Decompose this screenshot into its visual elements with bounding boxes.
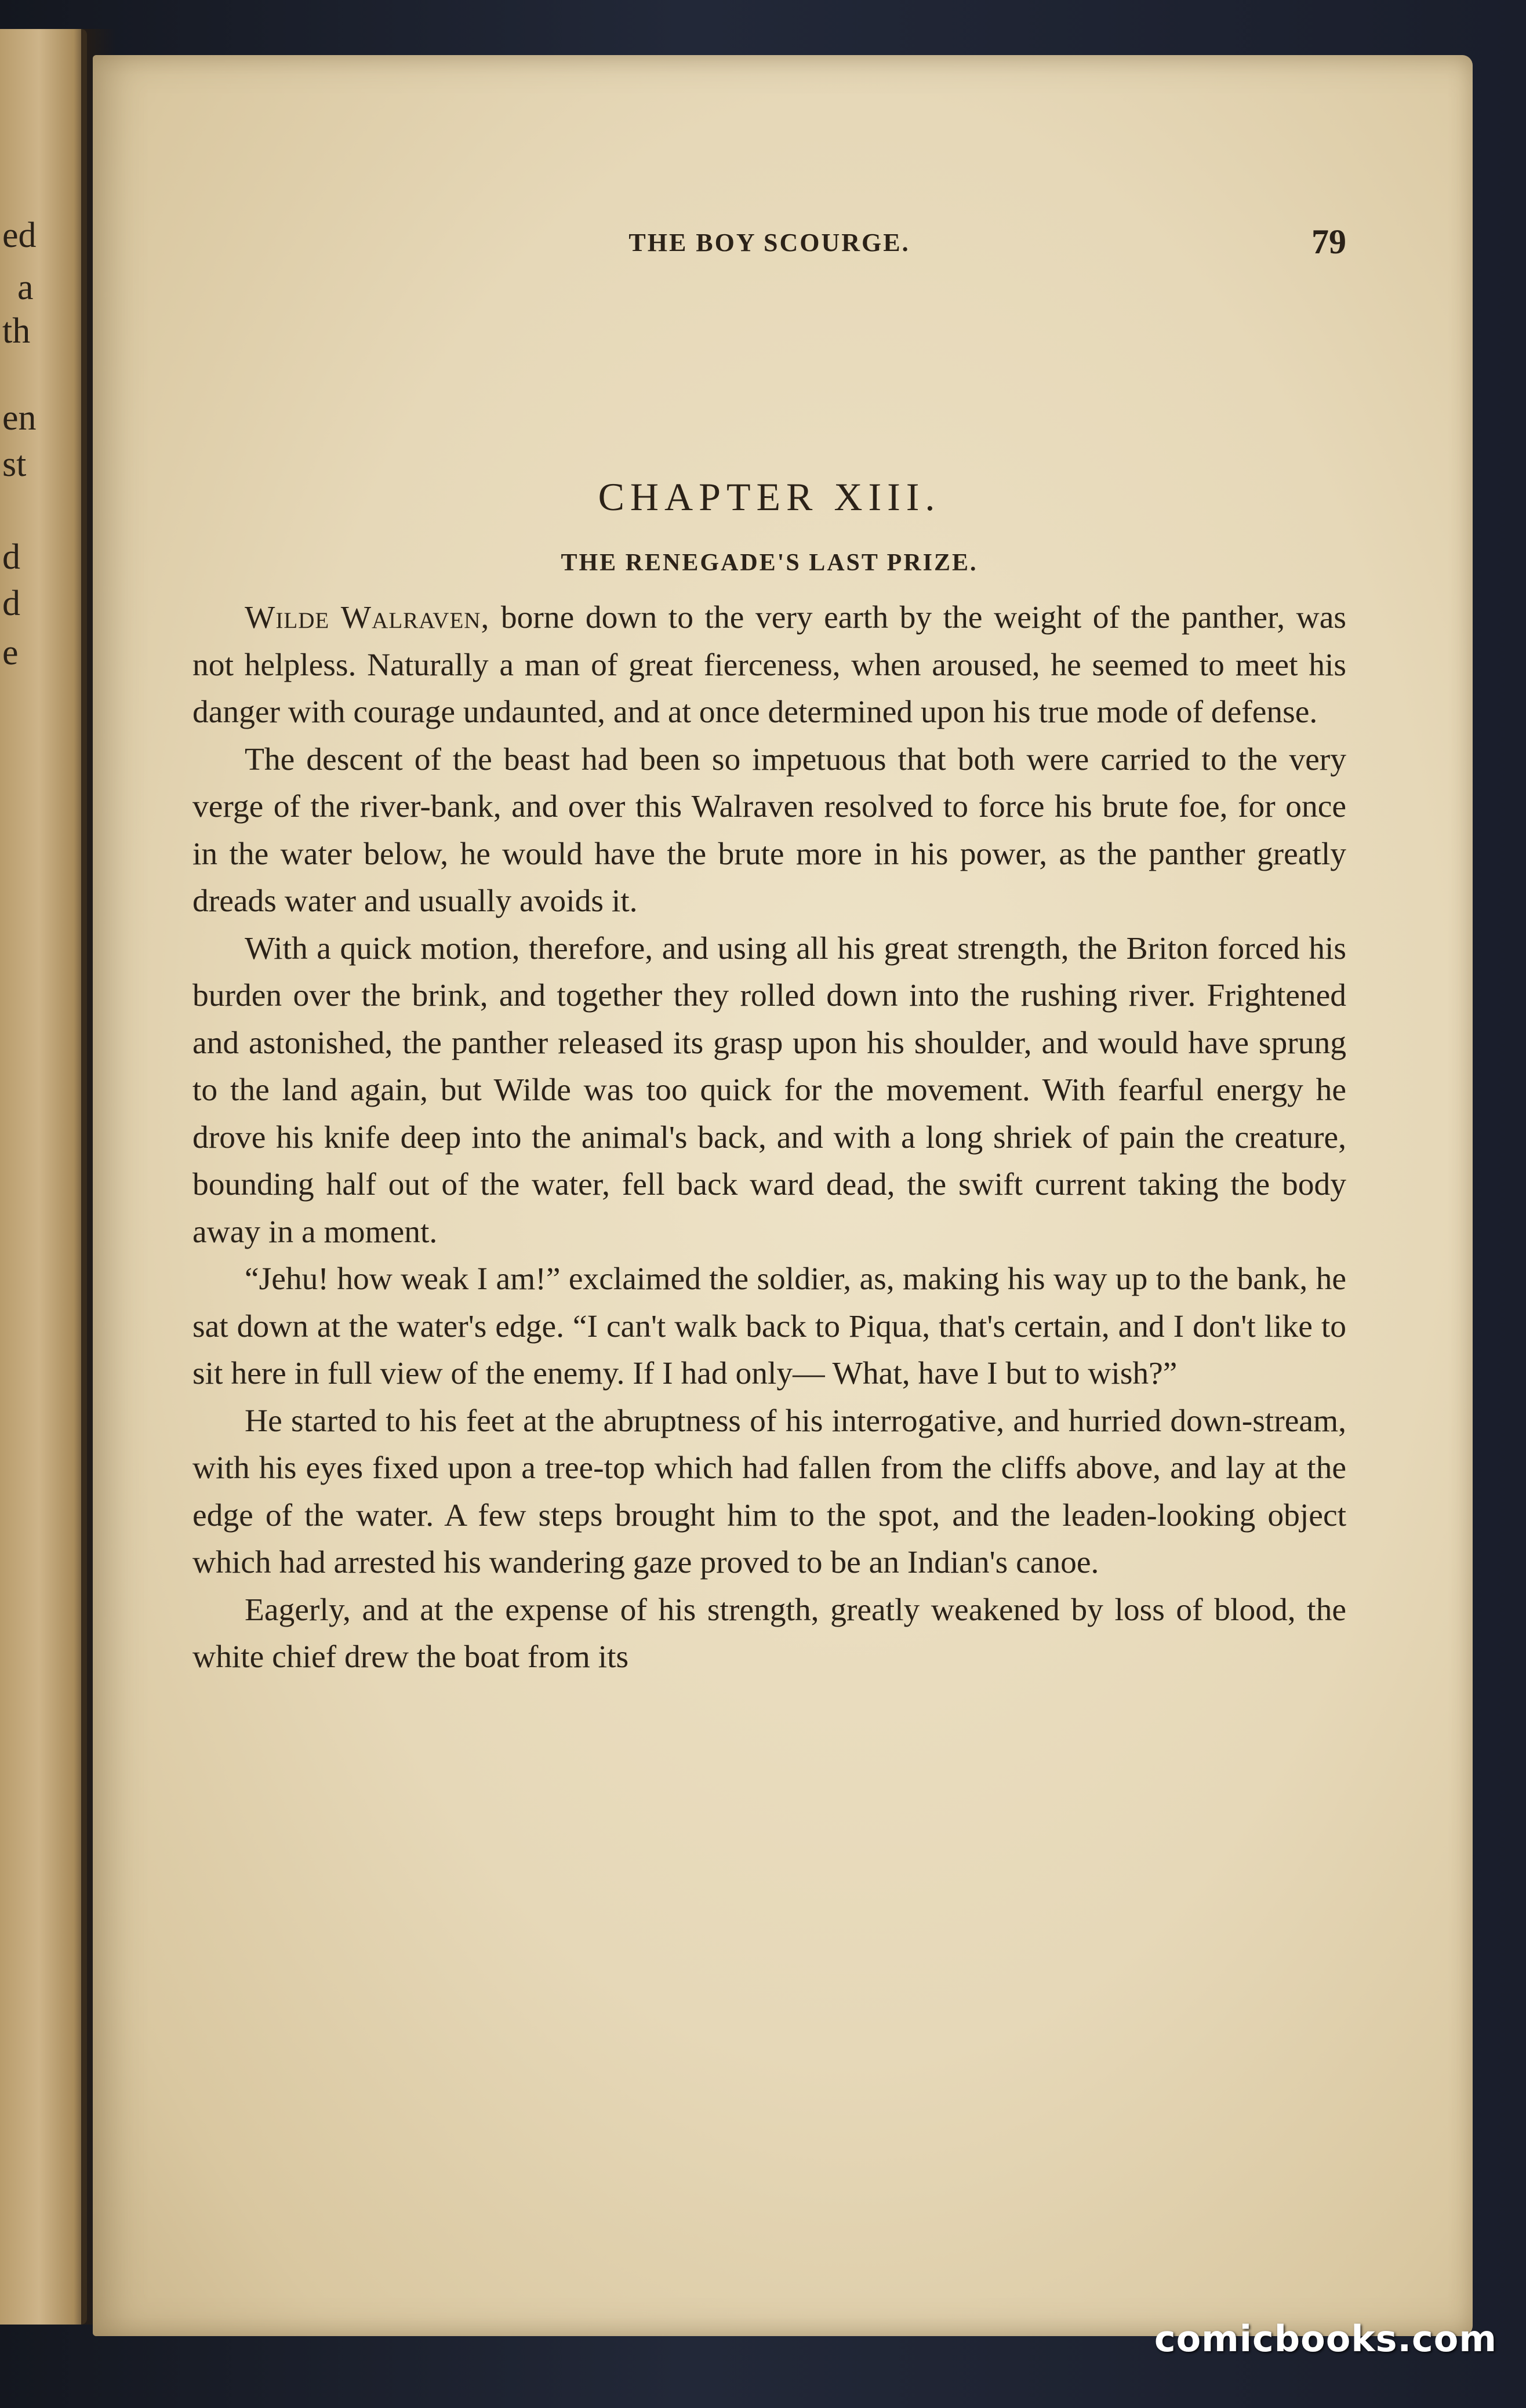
fragment-text: st [2,445,27,484]
page-content [192,216,1346,1681]
fragment-text: e [2,633,19,672]
paragraph [192,594,1346,736]
fragment-text: th [2,311,31,351]
chapter-heading: CHAPTER XIII. [598,475,941,519]
paragraph: He started to his feet at the abruptness of his interrogative, and hurried down-stream, with his eyes fixed upon a tree-top which had fallen from the cliffs above, and lay at the edge of the water. A few steps brought him to the spot, and the leaden-looking object which had arrested his wandering gaze proved to be an Indian's canoe. [192,1403,1346,1580]
running-header [192,216,1346,268]
fragment-text: d [2,584,20,623]
running-title: THE BOY SCOURGE. [628,228,910,257]
paragraph: “Jehu! how weak I am!” exclaimed the soldier, as, making his way up to the bank, he sat down at the water's edge. “I can't walk back to Piqua, that's certain, and I don't like to sit here in full view of the enemy. If I had only— What, have I but to wish?” [192,1261,1346,1391]
paragraph: The descent of the beast had been so impetuous that both were carried to the very verge of the river-bank, and over this Walraven resolved to force his brute foe, for once in the water below, he would have the brute more in his power, as the panther greatly dreads water and usually avoids it. [192,741,1346,919]
paragraph-lead: Wilde Walraven, [245,600,490,635]
fragment-text: d [2,537,20,577]
paragraph: Eagerly, and at the expense of his strength, greatly weakened by loss of blood, the white chief drew the boat from its [192,1592,1346,1675]
chapter-subtitle: THE RENEGADE'S LAST PRIZE. [561,550,978,576]
fragment-text: a [17,268,34,307]
paragraph-text: borne down to the very earth by the weight of the panther, was not helpless. Naturally a man of great fierceness, when aroused, he seemed to meet his danger with courage undaunted, and at once determined upon his true mode of defense. [192,600,1346,730]
facing-page-fragment [0,29,87,2325]
paragraph: With a quick motion, therefore, and using all his great strength, the Briton forced his burden over the brink, and together they rolled down into the rushing river. Frightened and astonished, the panther released its grasp upon his shoulder, and would have sprung to the land again, but Wilde was too quick for the movement. With fearful energy he drove his knife deep into the animal's back, and with a long shriek of pain the creature, bounding half out of the water, fell back ward dead, the swift current taking the body away in a moment. [192,930,1346,1250]
watermark: comicbooks.com [1154,2318,1497,2360]
book-page [93,55,1473,2336]
fragment-text: ed [2,216,37,255]
fragment-text: en [2,398,37,438]
page-number: 79 [1311,223,1346,261]
body-text [192,594,1346,1681]
